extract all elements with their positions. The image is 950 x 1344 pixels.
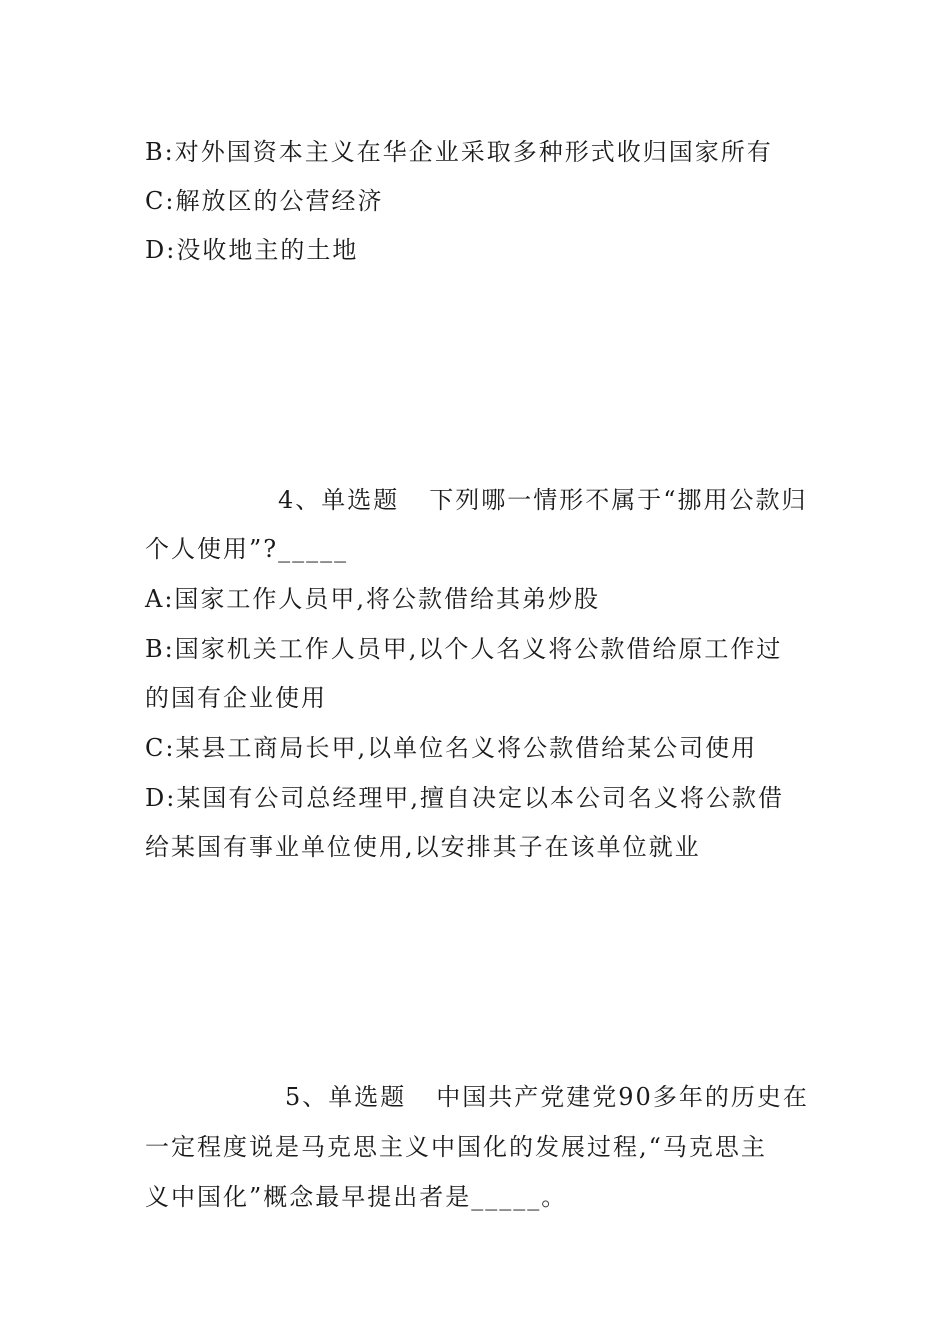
q4-stem-line2: 个人使用”?_____: [145, 535, 349, 563]
q4-stem-text: 下列哪一情形不属于“挪用公款归: [429, 486, 808, 514]
q4-option-b-line1: B:国家机关工作人员甲,以个人名义将公款借给原工作过: [145, 635, 783, 663]
q5-number: 5、单选题: [285, 1083, 407, 1111]
q4-option-c: C:某县工商局长甲,以单位名义将公款借给某公司使用: [145, 734, 758, 762]
q4-option-d-line1: D:某国有公司总经理甲,擅自决定以本公司名义将公款借: [145, 784, 784, 812]
q4-option-b-line2: 的国有企业使用: [145, 684, 327, 712]
q5-stem-text: 中国共产党建党90多年的历史在: [436, 1083, 809, 1111]
q3-option-b: B:对外国资本主义在华企业采取多种形式收归国家所有: [145, 138, 773, 166]
q3-option-c: C:解放区的公营经济: [145, 187, 384, 215]
q4-number: 4、单选题: [278, 486, 400, 514]
q5-stem-line3: 义中国化”概念最早提出者是_____。: [145, 1183, 568, 1211]
q4-option-d-line2: 给某国有事业单位使用,以安排其子在该单位就业: [145, 833, 701, 861]
q4-stem-line1: [278, 485, 808, 515]
q4-option-a: A:国家工作人员甲,将公款借给其弟炒股: [145, 585, 601, 613]
q5-stem-line2: 一定程度说是马克思主义中国化的发展过程,“马克思主: [145, 1133, 767, 1161]
q5-stem-line1: [285, 1082, 809, 1112]
q3-option-d: D:没收地主的土地: [145, 236, 359, 264]
